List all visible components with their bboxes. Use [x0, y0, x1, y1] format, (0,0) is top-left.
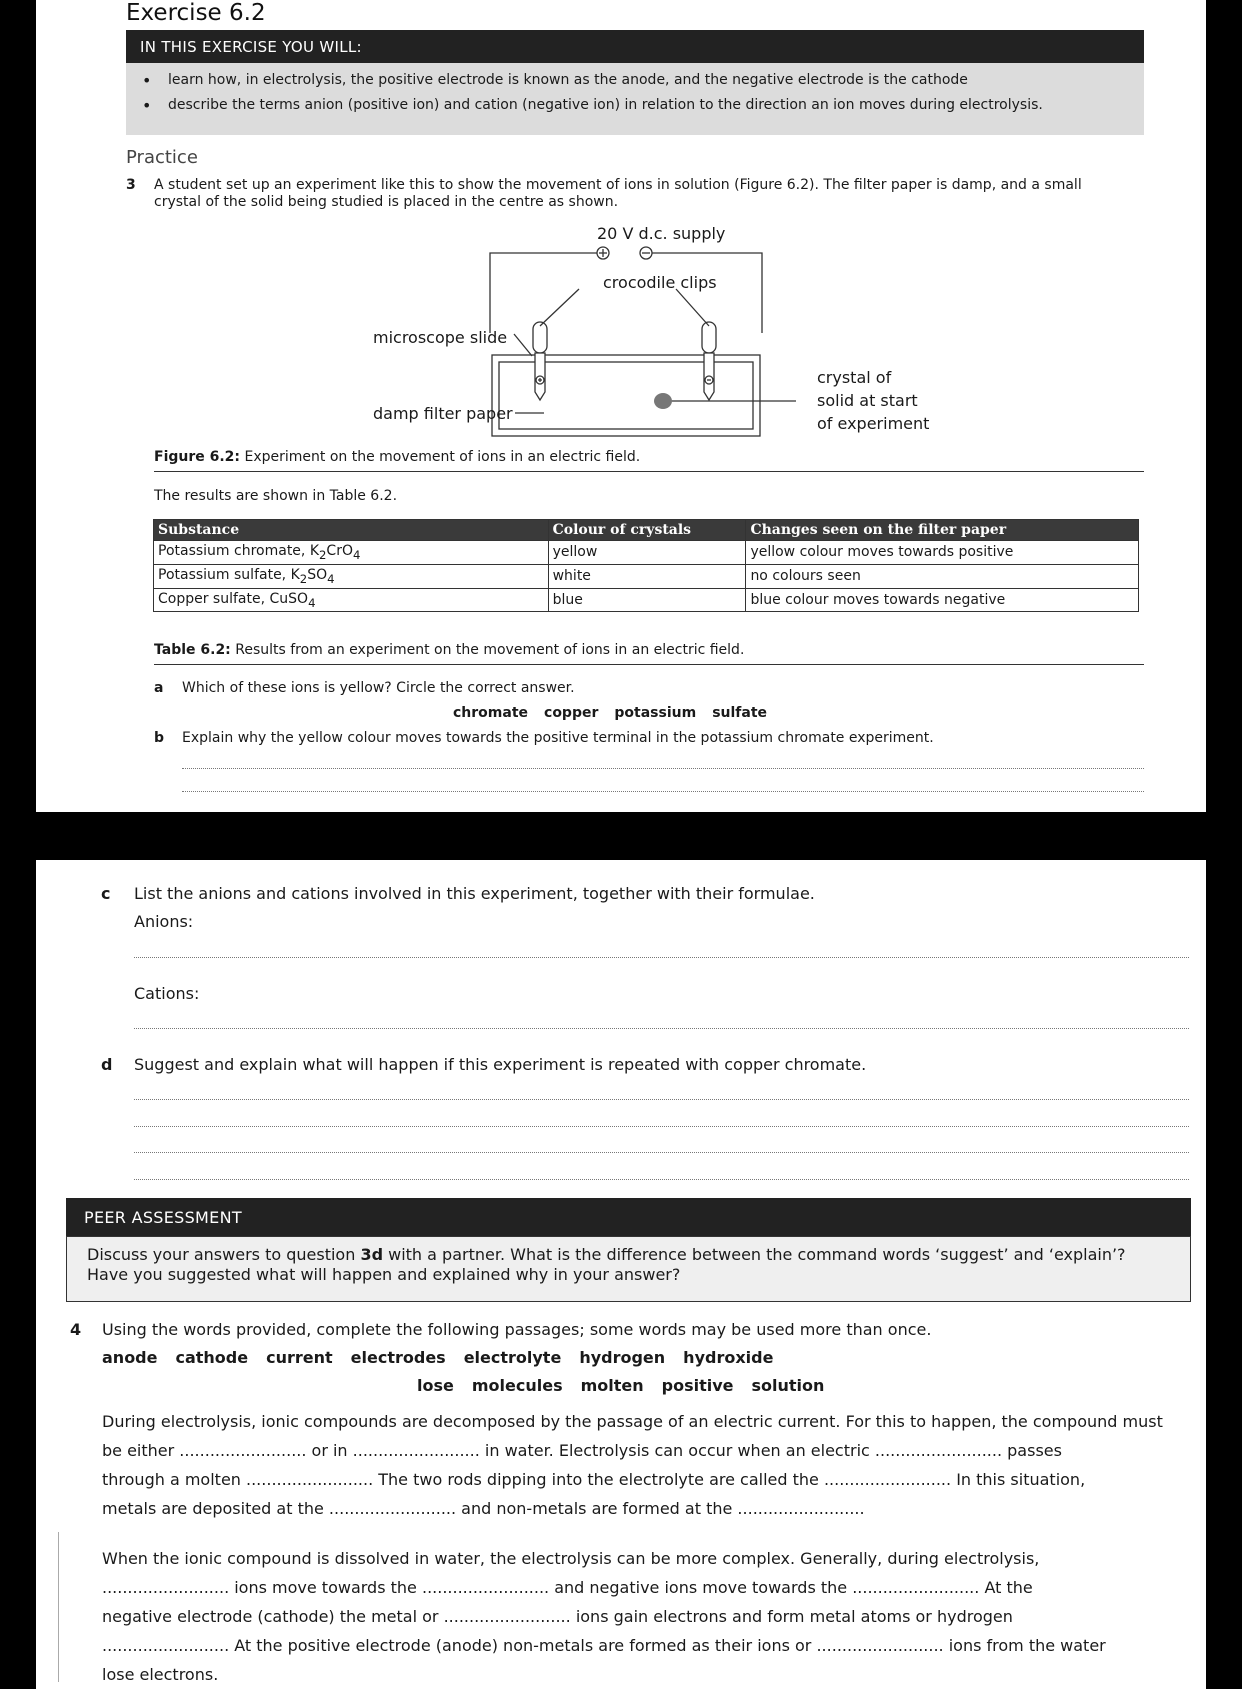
header-changes: Changes seen on the filter paper [746, 520, 1139, 541]
passage-2-line: When the ionic compound is dissolved in water, the electrolysis can be more complex. Generally, during electrolysis, [102, 1549, 1040, 1568]
margin-rule [58, 1532, 59, 1682]
word-hydroxide: hydroxide [683, 1348, 774, 1367]
crystal-label-3: of experiment [817, 414, 930, 433]
q3-intro-line2: crystal of the solid being studied is placed in the centre as shown. [154, 194, 619, 210]
passage-1-line[interactable]: metals are deposited at the ......................... and non-metals are formed at the ......................... [102, 1499, 865, 1518]
word-current: current [266, 1348, 333, 1367]
wire-left [490, 253, 603, 333]
exercise-title: Exercise 6.2 [126, 0, 266, 26]
cations-label: Cations: [134, 984, 200, 1003]
supply-label: 20 V d.c. supply [597, 224, 726, 243]
table-rule [154, 664, 1144, 665]
cell-substance: Potassium sulfate, $K_2SO_4$ [154, 564, 549, 588]
objectives-banner: IN THIS EXERCISE YOU WILL: [126, 30, 1144, 63]
microscope-slide-shape [492, 355, 760, 436]
option-sulfate[interactable]: sulfate [712, 705, 768, 721]
answer-line[interactable] [134, 1179, 1189, 1180]
table-row [154, 541, 1139, 565]
peer-assessment-box [66, 1236, 1191, 1302]
option-chromate[interactable]: chromate [453, 705, 529, 721]
answer-line[interactable] [182, 768, 1144, 769]
header-colour: Colour of crystals [548, 520, 746, 541]
clips-label: crocodile clips [603, 273, 717, 292]
table-header-row [154, 520, 1139, 541]
peer-line-1: Discuss your answers to question 3d with a partner. What is the difference between the command words ‘suggest’ and ‘explain’? [87, 1245, 1126, 1264]
q4-number: 4 [70, 1320, 82, 1339]
answer-line[interactable] [134, 1099, 1189, 1100]
passage-2-line: lose electrons. [102, 1665, 219, 1684]
word-molten: molten [580, 1376, 644, 1395]
answer-line[interactable] [134, 1028, 1189, 1029]
q3-number: 3 [126, 177, 136, 193]
word-cathode: cathode [175, 1348, 249, 1367]
objective-2: • describe the terms anion (positive ion) and cation (negative ion) in relation to the direction an ion moves during electrolysis. [142, 96, 1043, 115]
q3b-text: Explain why the yellow colour moves towards the positive terminal in the potassium chromate experiment. [182, 730, 934, 746]
slide-label: microscope slide [373, 328, 508, 347]
passage-1 [102, 1407, 1163, 1523]
passage-2-line[interactable]: ......................... At the positive electrode (anode) non-metals are formed as their ions or ......................... ions from the water [102, 1636, 1106, 1655]
q3a-text: Which of these ions is yellow? Circle the correct answer. [182, 680, 575, 696]
cell-substance: Potassium chromate, $K_2CrO_4$ [154, 541, 549, 565]
anions-label: Anions: [134, 912, 194, 931]
cell-change: yellow colour moves towards positive [746, 541, 1139, 565]
table-caption: Table 6.2: Results from an experiment on the movement of ions in an electric field. [154, 642, 745, 658]
cell-substance: Copper sulfate, CuSO$_4$ [154, 588, 549, 612]
peer-assessment-banner: PEER ASSESSMENT [66, 1198, 1191, 1236]
crocodile-clip-right [702, 322, 716, 353]
passage-2-line[interactable]: ......................... ions move towards the ......................... and negative ions move towards the ......................... At the [102, 1578, 1033, 1597]
word-bank-row-2 [417, 1376, 842, 1395]
results-table [153, 519, 1139, 612]
filter-label: damp filter paper [373, 404, 513, 423]
results-intro: The results are shown in Table 6.2. [154, 488, 398, 504]
q4-intro: Using the words provided, complete the following passages; some words may be used more than once. [102, 1320, 932, 1339]
peer-line-2: Have you suggested what will happen and explained why in your answer? [87, 1265, 681, 1284]
worksheet-page-2 [36, 860, 1206, 1689]
figure-rule [154, 471, 1144, 472]
q3d-label: d [101, 1055, 113, 1074]
passage-1-line[interactable]: through a molten ......................... The two rods dipping into the electrolyte are called the ......................... In this situation, [102, 1470, 1086, 1489]
q3c-text: List the anions and cations involved in this experiment, together with their formulae. [134, 884, 815, 903]
q3b-label: b [154, 730, 165, 746]
q3a-options [453, 705, 767, 721]
cell-change: blue colour moves towards negative [746, 588, 1139, 612]
q3-intro-line1: A student set up an experiment like this to show the movement of ions in solution (Figure 6.2). The filter paper is damp, and a small [154, 177, 1082, 193]
table-row [154, 588, 1139, 612]
figure-caption: Figure 6.2: Experiment on the movement of ions in an electric field. [154, 449, 641, 465]
objective-1: • learn how, in electrolysis, the positive electrode is known as the anode, and the negative electrode is the cathode [142, 71, 968, 90]
word-bank-row-1 [102, 1348, 791, 1367]
word-hydrogen: hydrogen [579, 1348, 666, 1367]
answer-line[interactable] [134, 957, 1189, 958]
passage-1-line[interactable]: be either ......................... or in ......................... in water. Electrolysis can occur when an electric ......................... passes [102, 1441, 1062, 1460]
cell-colour: blue [548, 588, 746, 612]
crystal-label-1: crystal of [817, 368, 892, 387]
worksheet-page-1 [36, 0, 1206, 812]
passage-1-line: During electrolysis, ionic compounds are decomposed by the passage of an electric current. For this to happen, the compound must [102, 1412, 1163, 1431]
word-anode: anode [102, 1348, 158, 1367]
table-row [154, 564, 1139, 588]
answer-line[interactable] [134, 1126, 1189, 1127]
crystal-shape [654, 393, 672, 409]
cell-colour: yellow [548, 541, 746, 565]
option-copper[interactable]: copper [544, 705, 599, 721]
word-lose: lose [417, 1376, 454, 1395]
word-electrodes: electrodes [350, 1348, 446, 1367]
answer-line[interactable] [134, 1152, 1189, 1153]
q3c-label: c [101, 884, 111, 903]
practice-heading: Practice [126, 147, 198, 168]
crystal-label-2: solid at start [817, 391, 918, 410]
word-solution: solution [751, 1376, 825, 1395]
header-substance: Substance [154, 520, 549, 541]
cell-colour: white [548, 564, 746, 588]
option-potassium[interactable]: potassium [614, 705, 697, 721]
q3d-text: Suggest and explain what will happen if this experiment is repeated with copper chromate. [134, 1055, 867, 1074]
answer-line[interactable] [182, 791, 1144, 792]
q3a-label: a [154, 680, 164, 696]
word-electrolyte: electrolyte [463, 1348, 562, 1367]
passage-2 [102, 1544, 1106, 1689]
passage-2-line[interactable]: negative electrode (cathode) the metal or ......................... ions gain electrons and form metal atoms or hydrogen [102, 1607, 1013, 1626]
cell-change: no colours seen [746, 564, 1139, 588]
word-molecules: molecules [471, 1376, 563, 1395]
word-positive: positive [661, 1376, 734, 1395]
crocodile-clip-left [533, 322, 547, 353]
